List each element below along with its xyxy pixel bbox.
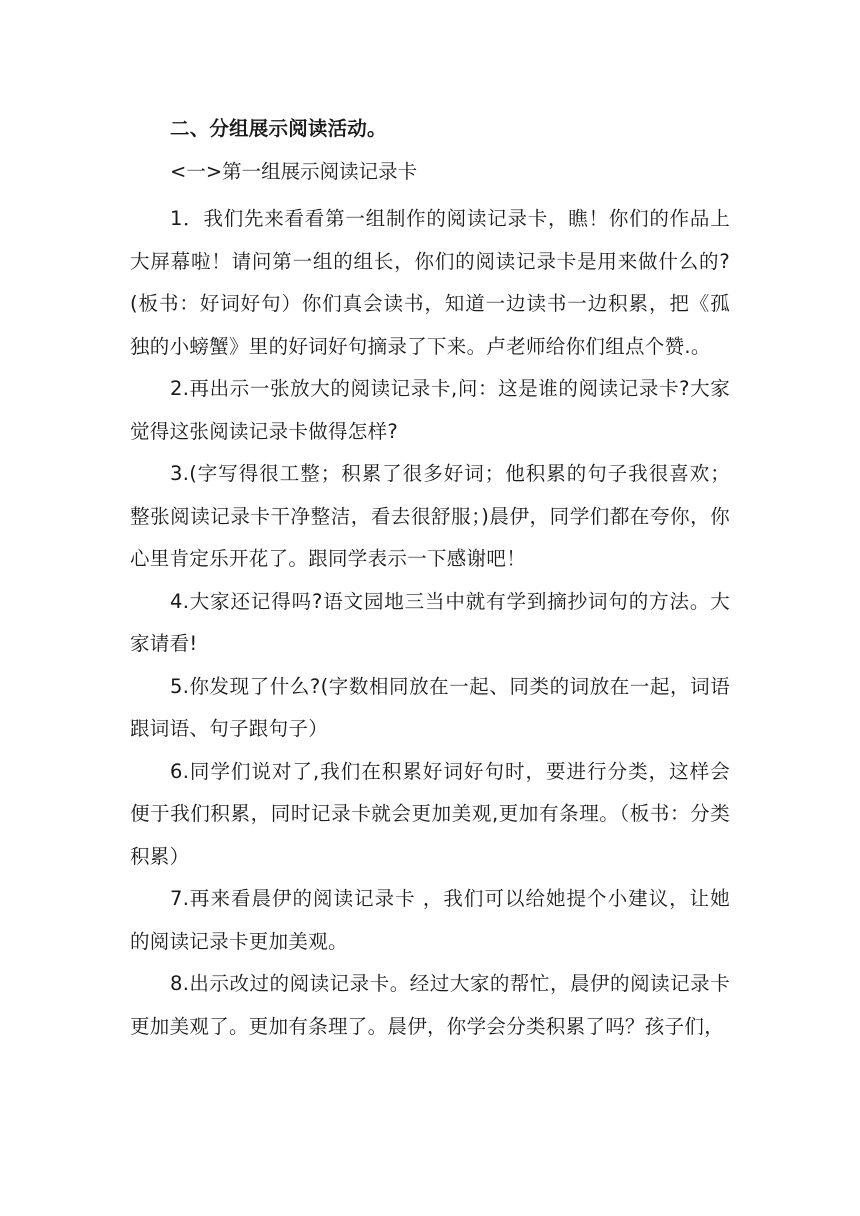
paragraph-1: 1．我们先来看看第一组制作的阅读记录卡，瞧！你们的作品上大屏幕啦！请问第一组的组长，你们的阅读记录卡是用来做什么的?(板书：好词好句）你们真会读书，知道一边读书一边积累，把《孤独的小螃蟹》里的好词好句摘录了下来。卢老师给你们组点个赞.。 (130, 207, 730, 358)
paragraph-3: 3.(字写得很工整；积累了很多好词；他积累的句子我很喜欢；整张阅读记录卡干净整洁，看去很舒服；)晨伊，同学们都在夸你，你心里肯定乐开花了。跟同学表示一下感谢吧！ (130, 462, 730, 570)
subsection-heading: <一>第一组展示阅读记录卡 (170, 160, 418, 183)
paragraph-7: 7.再来看晨伊的阅读记录卡 ，我们可以给她提个小建议，让她的阅读记录卡更加美观。 (130, 887, 730, 953)
document-body (130, 112, 730, 1048)
paragraph-5: 5.你发现了什么?(字数相同放在一起、同类的词放在一起，词语跟词语、句子跟句子） (130, 674, 730, 740)
paragraph-2: 2.再出示一张放大的阅读记录卡,问：这是谁的阅读记录卡?大家觉得这张阅读记录卡做得怎样? (130, 377, 730, 443)
paragraph-6: 6.同学们说对了,我们在积累好词好句时，要进行分类，这样会便于我们积累，同时记录卡就会更加美观,更加有条理。（板书：分类积累） (130, 759, 730, 868)
paragraph-8: 8.出示改过的阅读记录卡。经过大家的帮忙，晨伊的阅读记录卡更加美观了。更加有条理了。晨伊，你学会分类积累了吗？孩子们， (130, 972, 730, 1038)
paragraph-4: 4.大家还记得吗?语文园地三当中就有学到摘抄词句的方法。大家请看! (130, 589, 730, 655)
section-heading: 二、分组展示阅读活动。 (170, 117, 387, 140)
